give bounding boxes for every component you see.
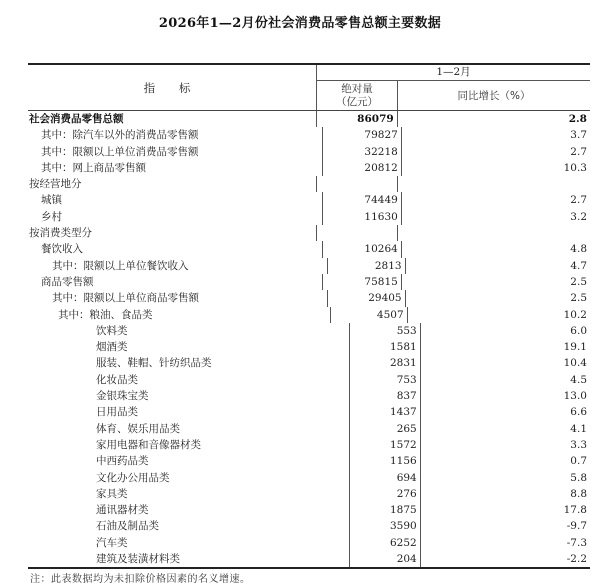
row-absolute-cell bbox=[323, 241, 402, 257]
row-absolute-value: 29405 bbox=[368, 292, 402, 305]
row-growth-cell bbox=[406, 290, 590, 306]
row-label: 其中：除汽车以外的消费品零售额 bbox=[28, 127, 323, 143]
row-label: 其中：网上商品零售额 bbox=[28, 160, 323, 176]
row-absolute-value: 3590 bbox=[390, 520, 417, 533]
table-row bbox=[28, 307, 590, 323]
row-growth-value: 0.7 bbox=[570, 455, 587, 468]
row-growth-cell bbox=[421, 421, 590, 437]
row-growth-cell bbox=[421, 339, 590, 355]
page-title: 2026年1—2月份社会消费品零售总额主要数据 bbox=[158, 16, 442, 31]
row-absolute-value bbox=[394, 178, 397, 190]
row-growth-value: 10.3 bbox=[563, 161, 587, 174]
row-absolute-cell bbox=[350, 404, 421, 420]
row-absolute-cell bbox=[323, 274, 402, 290]
row-absolute-cell bbox=[350, 470, 421, 486]
row-growth-value: 4.7 bbox=[570, 259, 588, 272]
table-row bbox=[28, 551, 590, 567]
row-label: 其中：限额以上单位消费品零售额 bbox=[28, 144, 323, 160]
row-absolute-value: 6252 bbox=[390, 536, 417, 549]
row-label: 其中：粮油、食品类 bbox=[28, 307, 331, 323]
row-label: 家用电器和音像器材类 bbox=[28, 437, 350, 453]
row-absolute-cell bbox=[350, 551, 421, 567]
row-label: 饮料类 bbox=[28, 323, 350, 339]
row-absolute-value: 753 bbox=[396, 373, 417, 386]
header-absolute bbox=[317, 81, 398, 110]
row-absolute-value: 10264 bbox=[364, 243, 398, 256]
row-label: 服装、鞋帽、针纺织品类 bbox=[28, 355, 350, 371]
row-growth-cell bbox=[421, 502, 590, 518]
row-absolute-value: 1581 bbox=[390, 341, 417, 354]
table-row bbox=[28, 388, 590, 404]
row-label: 社会消费品零售总额 bbox=[28, 111, 317, 127]
table-row bbox=[28, 372, 590, 388]
table-row bbox=[28, 339, 590, 355]
table-row bbox=[28, 144, 590, 160]
table-row bbox=[28, 258, 590, 274]
row-growth-value: 4.8 bbox=[570, 243, 587, 256]
row-growth-value: 10.2 bbox=[563, 308, 587, 321]
row-absolute-cell bbox=[317, 225, 398, 241]
row-growth-cell bbox=[402, 274, 590, 290]
table-row bbox=[28, 535, 590, 551]
row-growth-value: 2.7 bbox=[570, 194, 587, 207]
table-row bbox=[28, 421, 590, 437]
row-absolute-value: 1572 bbox=[390, 438, 417, 451]
row-label: 乡村 bbox=[28, 209, 323, 225]
table-row bbox=[28, 470, 590, 486]
row-growth-value: 2.7 bbox=[570, 145, 587, 158]
footnote: 注：此表数据均为未扣除价格因素的名义增速。 bbox=[30, 574, 251, 585]
table-row bbox=[28, 323, 590, 339]
row-growth-cell bbox=[402, 127, 590, 143]
row-absolute-value: 204 bbox=[396, 553, 417, 566]
table-row bbox=[28, 176, 590, 192]
row-growth-value: 3.7 bbox=[570, 129, 587, 142]
row-growth-value: 8.8 bbox=[570, 487, 587, 500]
row-growth-cell bbox=[398, 176, 590, 192]
row-absolute-value: 20812 bbox=[364, 161, 398, 174]
table-row bbox=[28, 355, 590, 371]
row-absolute-value: 265 bbox=[396, 422, 417, 435]
table-body bbox=[28, 111, 590, 567]
row-label: 日用品类 bbox=[28, 404, 350, 420]
row-growth-cell bbox=[402, 241, 590, 257]
row-growth-cell bbox=[406, 258, 590, 274]
row-growth-cell bbox=[421, 518, 590, 534]
row-absolute-value: 1437 bbox=[390, 406, 417, 419]
row-label: 石油及制品类 bbox=[28, 518, 350, 534]
row-absolute-cell bbox=[350, 421, 421, 437]
row-absolute-value: 1156 bbox=[390, 455, 417, 468]
row-label: 烟酒类 bbox=[28, 339, 350, 355]
row-absolute-cell bbox=[350, 339, 421, 355]
row-absolute-cell bbox=[331, 307, 408, 323]
row-absolute-value: 2831 bbox=[390, 357, 417, 370]
row-growth-value bbox=[587, 178, 590, 190]
table-row bbox=[28, 404, 590, 420]
row-growth-value: 3.2 bbox=[570, 210, 587, 223]
row-absolute-value bbox=[394, 227, 397, 239]
row-label: 体育、娱乐用品类 bbox=[28, 421, 350, 437]
row-absolute-cell bbox=[350, 388, 421, 404]
row-growth-value: 17.8 bbox=[563, 504, 587, 517]
row-label: 城镇 bbox=[28, 192, 323, 208]
row-absolute-cell bbox=[350, 486, 421, 502]
row-growth-value: 4.1 bbox=[570, 422, 587, 435]
row-absolute-value: 837 bbox=[396, 390, 417, 403]
row-absolute-cell bbox=[350, 437, 421, 453]
header-indicator: 指 标 bbox=[28, 65, 317, 110]
row-absolute-cell bbox=[317, 176, 398, 192]
row-label: 商品零售额 bbox=[28, 274, 323, 290]
table-row bbox=[28, 127, 590, 143]
header-period: 1—2月 bbox=[317, 65, 590, 81]
row-absolute-cell bbox=[350, 453, 421, 469]
table-row bbox=[28, 502, 590, 518]
row-absolute-value: 74449 bbox=[364, 194, 398, 207]
row-absolute-value: 276 bbox=[396, 487, 417, 500]
table-row bbox=[28, 209, 590, 225]
row-growth-value: 10.4 bbox=[563, 357, 587, 370]
row-growth-cell bbox=[421, 470, 590, 486]
row-growth-cell bbox=[398, 111, 590, 127]
table-row bbox=[28, 111, 590, 127]
row-growth-value: 6.6 bbox=[570, 406, 587, 419]
table-row bbox=[28, 225, 590, 241]
row-absolute-value: 1875 bbox=[390, 504, 417, 517]
row-absolute-value: 79827 bbox=[364, 129, 398, 142]
row-growth-cell bbox=[421, 535, 590, 551]
row-growth-value: 5.8 bbox=[570, 471, 587, 484]
table-row bbox=[28, 486, 590, 502]
row-growth-value: 6.0 bbox=[570, 324, 587, 337]
row-growth-cell bbox=[408, 307, 590, 323]
row-label: 通讯器材类 bbox=[28, 502, 350, 518]
table-row bbox=[28, 274, 590, 290]
row-growth-cell bbox=[398, 225, 590, 241]
row-absolute-value: 694 bbox=[396, 471, 417, 484]
row-growth-cell bbox=[421, 372, 590, 388]
table-row bbox=[28, 518, 590, 534]
row-absolute-cell bbox=[328, 290, 405, 306]
row-growth-value: 2.8 bbox=[568, 113, 587, 125]
row-label: 按消费类型分 bbox=[28, 225, 317, 241]
row-absolute-value: 553 bbox=[396, 324, 417, 337]
row-growth-value bbox=[587, 227, 590, 239]
header-absolute-line1: 绝对量 bbox=[341, 83, 373, 95]
row-absolute-value: 32218 bbox=[364, 145, 398, 158]
row-absolute-cell bbox=[328, 258, 405, 274]
row-label: 金银珠宝类 bbox=[28, 388, 350, 404]
table-row bbox=[28, 453, 590, 469]
row-absolute-value: 4507 bbox=[376, 308, 404, 321]
row-label: 其中：限额以上单位餐饮收入 bbox=[28, 258, 328, 274]
table-row bbox=[28, 241, 590, 257]
row-growth-cell bbox=[402, 192, 590, 208]
row-absolute-value: 2813 bbox=[374, 259, 402, 272]
row-absolute-value: 86079 bbox=[357, 113, 394, 125]
row-absolute-cell bbox=[323, 160, 402, 176]
row-absolute-cell bbox=[323, 192, 402, 208]
table-header bbox=[28, 65, 590, 111]
row-growth-cell bbox=[421, 355, 590, 371]
row-label: 化妆品类 bbox=[28, 372, 350, 388]
row-growth-value: 2.5 bbox=[570, 292, 588, 305]
row-absolute-cell bbox=[350, 502, 421, 518]
row-growth-cell bbox=[402, 144, 590, 160]
row-growth-value: 3.3 bbox=[570, 438, 587, 451]
row-growth-cell bbox=[402, 160, 590, 176]
row-label: 中西药品类 bbox=[28, 453, 350, 469]
row-growth-cell bbox=[421, 551, 590, 567]
row-label: 其中：限额以上单位商品零售额 bbox=[28, 290, 328, 306]
row-growth-value: -2.2 bbox=[566, 553, 587, 566]
row-absolute-cell bbox=[323, 209, 402, 225]
row-label: 建筑及装潢材料类 bbox=[28, 551, 350, 567]
row-growth-value: -9.7 bbox=[566, 520, 587, 533]
row-absolute-cell bbox=[350, 355, 421, 371]
row-absolute-value: 75815 bbox=[364, 275, 398, 288]
row-growth-cell bbox=[421, 486, 590, 502]
row-absolute-cell bbox=[350, 518, 421, 534]
row-growth-cell bbox=[421, 388, 590, 404]
row-growth-cell bbox=[402, 209, 590, 225]
table-row bbox=[28, 290, 590, 306]
row-absolute-value: 11630 bbox=[364, 210, 398, 223]
header-absolute-line2: （亿元） bbox=[336, 96, 378, 108]
row-absolute-cell bbox=[350, 323, 421, 339]
row-growth-value: 19.1 bbox=[563, 341, 587, 354]
row-absolute-cell bbox=[323, 144, 402, 160]
row-growth-cell bbox=[421, 404, 590, 420]
row-label: 家具类 bbox=[28, 486, 350, 502]
row-absolute-cell bbox=[317, 111, 398, 127]
row-label: 汽车类 bbox=[28, 535, 350, 551]
row-growth-cell bbox=[421, 323, 590, 339]
row-label: 餐饮收入 bbox=[28, 241, 323, 257]
table-row bbox=[28, 437, 590, 453]
row-absolute-cell bbox=[323, 127, 402, 143]
row-absolute-cell bbox=[350, 535, 421, 551]
row-growth-value: 13.0 bbox=[563, 390, 587, 403]
row-growth-value: 2.5 bbox=[570, 275, 587, 288]
row-label: 文化办公用品类 bbox=[28, 470, 350, 486]
table-row bbox=[28, 192, 590, 208]
table-row bbox=[28, 160, 590, 176]
row-growth-cell bbox=[421, 453, 590, 469]
row-growth-value: 4.5 bbox=[570, 373, 587, 386]
header-growth: 同比增长（%） bbox=[457, 90, 531, 102]
row-absolute-cell bbox=[350, 372, 421, 388]
retail-sales-table bbox=[28, 63, 590, 569]
row-label: 按经营地分 bbox=[28, 176, 317, 192]
row-growth-cell bbox=[421, 437, 590, 453]
row-growth-value: -7.3 bbox=[566, 536, 587, 549]
